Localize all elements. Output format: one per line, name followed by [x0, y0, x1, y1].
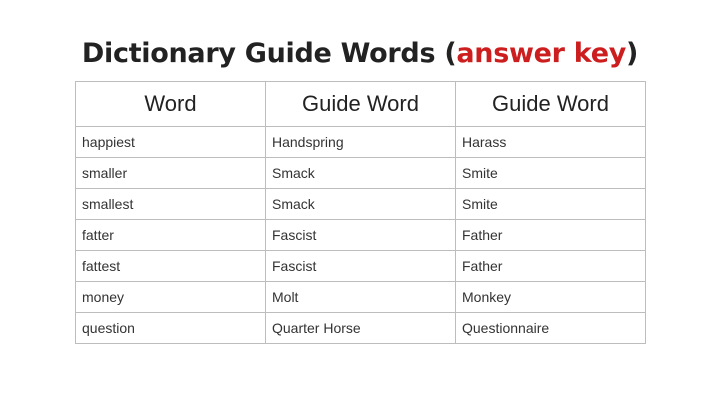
word-cell: fatter: [76, 220, 266, 251]
guide-word-1-cell: Fascist: [266, 251, 456, 282]
table-row: [76, 220, 646, 251]
guide-word-1-cell: Quarter Horse: [266, 313, 456, 344]
page-title: [0, 38, 720, 69]
word-cell: fattest: [76, 251, 266, 282]
title-prefix: Dictionary Guide Words (: [81, 38, 457, 69]
guide-word-1-cell: Molt: [266, 282, 456, 313]
title-suffix: ): [626, 38, 639, 69]
word-cell: question: [76, 313, 266, 344]
word-cell: smallest: [76, 189, 266, 220]
guide-word-2-cell: Harass: [456, 127, 646, 158]
table-row: [76, 313, 646, 344]
guide-word-1-cell: Smack: [266, 158, 456, 189]
header-word: Word: [76, 82, 266, 127]
guide-word-1-cell: Fascist: [266, 220, 456, 251]
word-cell: smaller: [76, 158, 266, 189]
guide-word-1-cell: Smack: [266, 189, 456, 220]
guide-word-1-cell: Handspring: [266, 127, 456, 158]
table-row: [76, 158, 646, 189]
table-row: [76, 282, 646, 313]
guide-word-2-cell: Smite: [456, 158, 646, 189]
table-header-row: [76, 82, 646, 127]
guide-word-2-cell: Monkey: [456, 282, 646, 313]
table-row: [76, 127, 646, 158]
header-guide-word-2: Guide Word: [456, 82, 646, 127]
table-row: [76, 189, 646, 220]
guide-word-2-cell: Father: [456, 220, 646, 251]
guide-words-table: [75, 81, 646, 344]
title-accent: answer key: [456, 38, 627, 69]
guide-word-2-cell: Questionnaire: [456, 313, 646, 344]
word-cell: happiest: [76, 127, 266, 158]
guide-word-2-cell: Smite: [456, 189, 646, 220]
table-row: [76, 251, 646, 282]
guide-word-2-cell: Father: [456, 251, 646, 282]
word-cell: money: [76, 282, 266, 313]
header-guide-word-1: Guide Word: [266, 82, 456, 127]
